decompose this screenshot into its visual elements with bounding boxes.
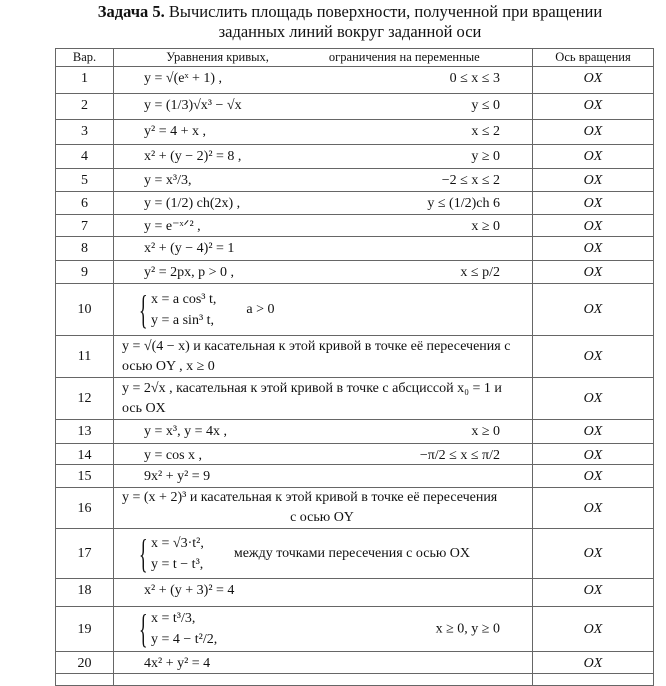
system-line: y = 4 − t²/2, (151, 632, 218, 647)
equation-cell (114, 94, 533, 120)
equation-content (114, 608, 532, 650)
variant-number: 4 (56, 145, 114, 169)
table-row (56, 488, 654, 529)
curve-equation: x² + (y − 2)² = 8 , (144, 149, 242, 164)
equation-cell (114, 145, 533, 169)
curve-equation: y = (1/3)√x³ − √x (144, 98, 242, 113)
variant-number: 2 (56, 94, 114, 120)
table-row (56, 169, 654, 192)
table-row (56, 652, 654, 674)
variable-constraint: x ≥ 0, y ≥ 0 (435, 621, 500, 637)
brace-symbol: { (139, 286, 148, 332)
equation-system (114, 286, 532, 332)
equation-content (114, 655, 532, 672)
curve-equation: y = x³/3, (144, 173, 192, 188)
equation-content (114, 172, 532, 189)
equation-cell (114, 120, 533, 145)
variant-number: 14 (56, 444, 114, 465)
task-title-line2: заданных линий вокруг заданной оси (218, 22, 482, 41)
variant-number: 18 (56, 579, 114, 607)
variant-number: 5 (56, 169, 114, 192)
rotation-axis: OX (533, 215, 654, 237)
equation-content (114, 447, 532, 464)
equation-content (114, 123, 532, 140)
variant-number: 19 (56, 607, 114, 652)
curve-equation: y² = 4 + x , (144, 124, 206, 139)
equation-cell (114, 378, 533, 420)
header-variant: Вар. (56, 49, 114, 67)
equation-cell (114, 579, 533, 607)
system-line: x = a cos³ t, (151, 291, 217, 307)
equation-system (114, 530, 532, 576)
equation-content (114, 582, 532, 599)
rotation-axis: OX (533, 169, 654, 192)
task-number: Задача 5. (97, 2, 165, 21)
table-header (56, 49, 654, 67)
curve-equation: y² = 2px, p > 0 , (144, 265, 234, 280)
table-row (56, 67, 654, 94)
equation-cell (114, 444, 533, 465)
variant-number: 17 (56, 529, 114, 579)
table-row (56, 261, 654, 284)
curve-equation: y = (1/2) ch(2x) , (144, 196, 241, 211)
equation-content (114, 286, 532, 332)
variable-constraint: 0 ≤ x ≤ 3 (449, 71, 500, 86)
rotation-axis: OX (533, 529, 654, 579)
empty-cell (533, 674, 654, 686)
rotation-axis: OX (533, 579, 654, 607)
rotation-axis: OX (533, 465, 654, 488)
equation-cell (114, 192, 533, 215)
curve-description: y = (x + 2)³ и касательная к этой кривой в точке её пересечения (122, 490, 498, 505)
equation-content (114, 337, 532, 377)
variant-number: 16 (56, 488, 114, 529)
empty-cell (114, 674, 533, 686)
system-line: y = a sin³ t, (151, 312, 215, 328)
rotation-axis: OX (533, 261, 654, 284)
table-row (56, 579, 654, 607)
variant-number: 11 (56, 336, 114, 378)
system-line: x = √3·t², (151, 535, 204, 551)
rotation-axis: OX (533, 607, 654, 652)
equation-content (114, 488, 532, 528)
equation-cell (114, 237, 533, 261)
equation-content (114, 148, 532, 165)
variable-constraint: y ≤ 0 (471, 98, 500, 113)
variant-number: 7 (56, 215, 114, 237)
equation-cell (114, 465, 533, 488)
system-lines (151, 533, 204, 575)
equation-cell (114, 261, 533, 284)
equation-content (114, 70, 532, 87)
equation-content (114, 97, 532, 114)
equation-cell (114, 652, 533, 674)
brace-symbol: { (139, 606, 148, 651)
curve-equation: y = √(eˣ + 1) , (144, 71, 223, 86)
rotation-axis: OX (533, 120, 654, 145)
system-lines (151, 289, 216, 331)
variant-number: 1 (56, 67, 114, 94)
variant-number: 15 (56, 465, 114, 488)
equation-cell (114, 529, 533, 579)
rotation-axis: OX (533, 378, 654, 420)
rotation-axis: OX (533, 192, 654, 215)
brace-symbol: { (139, 530, 148, 576)
table-row (56, 607, 654, 652)
equation-content (114, 530, 532, 576)
table-row (56, 284, 654, 336)
curve-equation: x² + (y + 3)² = 4 (144, 583, 235, 598)
variable-constraint: x ≤ 2 (471, 124, 500, 139)
rotation-axis: OX (533, 67, 654, 94)
curve-description: y = 2√x , касательная к этой кривой в точке с абсциссой x₀ = 1 и ось OX (122, 380, 502, 416)
task-title (0, 2, 666, 42)
table-row (56, 529, 654, 579)
empty-cell (56, 674, 114, 686)
curve-equation: x² + (y − 4)² = 1 (144, 241, 235, 256)
rotation-axis: OX (533, 237, 654, 261)
table-row (56, 120, 654, 145)
table-row (56, 145, 654, 169)
rotation-axis: OX (533, 94, 654, 120)
equation-cell (114, 169, 533, 192)
variant-number: 20 (56, 652, 114, 674)
table-row (56, 94, 654, 120)
variant-number: 12 (56, 378, 114, 420)
equation-content (114, 240, 532, 257)
curve-equation: y = x³, y = 4x , (144, 424, 227, 439)
table-row (56, 465, 654, 488)
variable-constraint: x ≥ 0 (471, 219, 500, 234)
equation-content (114, 468, 532, 485)
variants-table (55, 48, 654, 686)
equation-cell (114, 336, 533, 378)
system-lines (151, 608, 217, 650)
equation-cell (114, 284, 533, 336)
rotation-axis: OX (533, 444, 654, 465)
equation-cell (114, 488, 533, 529)
variable-constraint: x ≤ p/2 (460, 265, 500, 280)
equation-cell (114, 420, 533, 444)
variable-constraint: y ≥ 0 (471, 149, 500, 164)
system-condition: между точками пересечения с осью OX (233, 546, 471, 561)
table-row-partial (56, 674, 654, 686)
equation-cell (114, 607, 533, 652)
curve-equation: y = cos x , (144, 448, 203, 463)
equation-content (114, 218, 532, 235)
system-line: x = t³/3, (151, 611, 196, 626)
variant-number: 10 (56, 284, 114, 336)
equation-content (114, 379, 532, 419)
equation-cell (114, 67, 533, 94)
system-condition: a > 0 (246, 302, 275, 317)
task-title-line1: Вычислить площадь поверхности, полученной при вращении (164, 2, 603, 21)
equation-content (114, 423, 532, 440)
curve-equation: 9x² + y² = 9 (144, 469, 211, 484)
variant-number: 9 (56, 261, 114, 284)
variant-number: 3 (56, 120, 114, 145)
equation-content (114, 264, 532, 281)
rotation-axis: OX (533, 652, 654, 674)
variant-number: 6 (56, 192, 114, 215)
variant-number: 13 (56, 420, 114, 444)
equation-cell (114, 215, 533, 237)
table-row (56, 378, 654, 420)
curve-equation: y = e⁻ˣᐟ² , (144, 219, 201, 234)
table-row (56, 444, 654, 465)
equation-content (114, 195, 532, 212)
rotation-axis: OX (533, 284, 654, 336)
variable-constraint: −2 ≤ x ≤ 2 (441, 173, 500, 188)
header-constraints-label: ограничения на переменные (328, 50, 480, 64)
header-equations (114, 49, 533, 67)
header-equations-label: Уравнения кривых, (166, 50, 269, 64)
table-row (56, 237, 654, 261)
table-row (56, 192, 654, 215)
rotation-axis: OX (533, 336, 654, 378)
variable-constraint: −π/2 ≤ x ≤ π/2 (419, 448, 500, 463)
rotation-axis: OX (533, 145, 654, 169)
curve-description: y = √(4 − x) и касательная к этой кривой в точке её пересечения с осью OY , x ≥ 0 (122, 338, 511, 374)
table-row (56, 336, 654, 378)
variant-number: 8 (56, 237, 114, 261)
header-axis: Ось вращения (533, 49, 654, 67)
table-row (56, 420, 654, 444)
variable-constraint: x ≥ 0 (471, 424, 500, 439)
curve-description-cont: с осью OY (290, 510, 354, 525)
system-line: y = t − t³, (151, 556, 204, 572)
rotation-axis: OX (533, 488, 654, 529)
table-row (56, 215, 654, 237)
curve-equation: 4x² + y² = 4 (144, 656, 211, 671)
variable-constraint: y ≤ (1/2)ch 6 (427, 196, 500, 211)
rotation-axis: OX (533, 420, 654, 444)
